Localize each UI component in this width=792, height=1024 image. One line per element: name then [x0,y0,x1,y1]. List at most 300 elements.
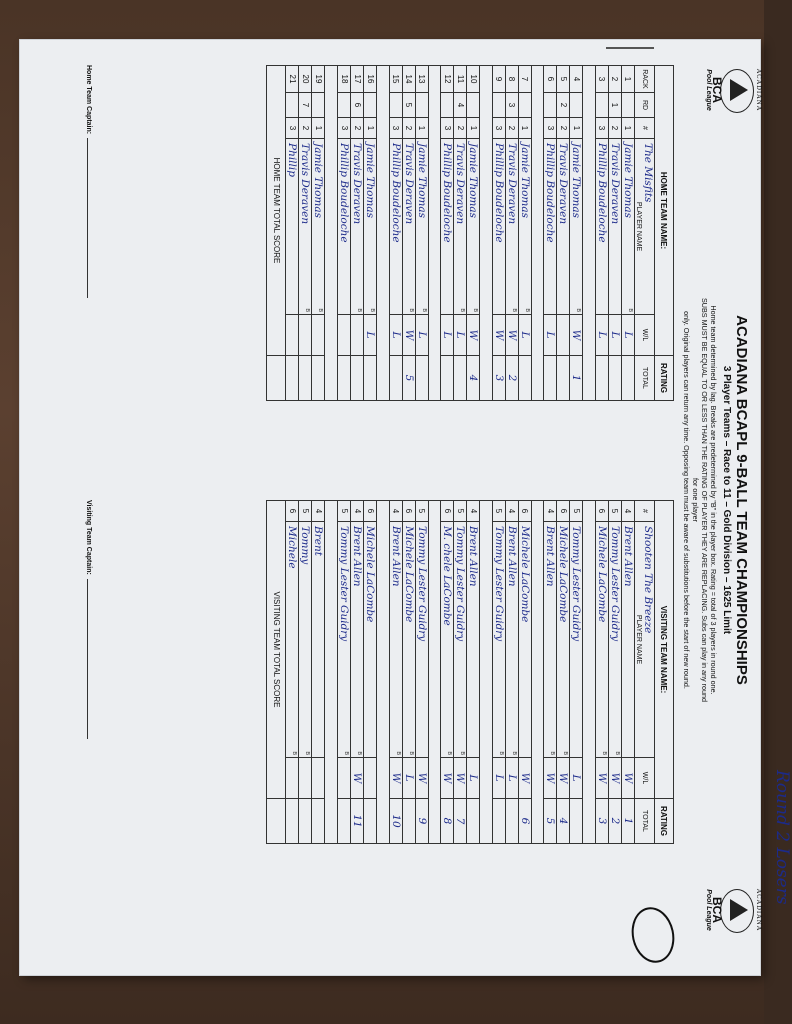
visiting-rows [286,501,635,844]
break-marker: B [523,308,530,312]
round-number: 1 [609,93,622,118]
break-marker: B [601,751,607,755]
win-loss-mark: W [622,758,635,799]
win-loss-mark: L [467,758,480,799]
table-row [454,501,467,844]
table-row [299,501,312,844]
round-number [441,93,454,118]
player-name-cell [402,522,415,758]
visiting-team-name-label: VISITING TEAM NAME: [655,501,674,799]
running-total: 5 [402,356,415,401]
visiting-team-name: Shooten The Breeze [642,526,654,634]
round-number [622,93,635,118]
running-total: 6 [518,799,531,844]
player-number: 1 [467,118,480,139]
player-name-cell [518,139,531,315]
player-number: 5 [454,501,467,522]
win-loss-mark: L [570,758,583,799]
player-name: M. chele LaCombe [441,526,454,626]
table-row [492,501,505,844]
rack-number: 19 [312,66,325,93]
player-name: Tommy Lester Guidry [454,526,467,642]
win-loss-mark: L [609,315,622,356]
table-row [299,66,312,401]
player-name: Travis Deraven [402,143,415,225]
running-total: 3 [492,356,505,401]
player-name: Phillip Boudeloche [596,143,608,243]
running-total [518,356,531,401]
player-name-cell [518,522,531,758]
player-number: 2 [351,118,364,139]
break-marker: B [459,308,466,312]
player-name: Phillip Boudeloche [441,143,454,243]
player-name: Travis Deraven [351,143,364,225]
player-number: 2 [299,118,312,139]
running-total [492,799,505,844]
player-name-cell [570,139,583,315]
win-loss-mark: W [351,758,364,799]
running-total [312,799,325,844]
table-row [544,66,557,401]
rack-number: 12 [441,66,454,93]
player-name: Phillip Boudeloche [492,143,505,243]
home-captain-line: Home Team Captain: [85,65,92,298]
player-name-cell [492,139,505,315]
table-row [351,66,364,401]
player-number: 3 [286,118,299,139]
win-loss-mark: L [544,315,557,356]
player-name: Jamie Thomas [415,143,428,219]
win-loss-mark: W [518,758,531,799]
player-name: Michele LaCombe [518,526,531,623]
win-loss-mark: L [454,315,467,356]
player-number: 6 [364,501,377,522]
break-marker: B [575,308,582,312]
home-team-name: The Misfits [642,143,654,203]
player-number: 1 [364,118,377,139]
running-total: 7 [454,799,467,844]
player-name-cell [402,139,415,315]
player-number: 6 [518,501,531,522]
player-name: Jamie Thomas [622,143,634,219]
running-total: 5 [544,799,557,844]
rack-number: 2 [609,66,622,93]
table-row [570,501,583,844]
rack-number: 18 [338,66,351,93]
break-marker: B [420,308,427,312]
player-name: Tommy Lester Guidry [338,526,351,642]
handwritten-round-note: Round 2 Losers [772,770,792,905]
win-loss-mark [351,315,364,356]
player-name: Jamie Thomas [570,143,583,219]
player-name: Phillip Boudeloche [338,143,351,243]
player-name-cell [351,522,364,758]
break-marker: B [304,308,311,312]
player-number: 1 [570,118,583,139]
player-name-cell [544,522,557,758]
rack-number: 7 [518,66,531,93]
visiting-captain-line: Visiting Team Captain: [85,500,92,739]
player-number: 6 [286,501,299,522]
round-number: 7 [299,93,312,118]
table-row [389,66,402,401]
home-team-table: HOME TEAM NAME: RATING RACK RD # The Misfits PLAYER NAME W/L TOTAL 1 1 Jamie Thomas B L 2 1 2 Travis Deraven L 3 3 Phillip Boudeloche L 4 1 Jamie Thomas B W 1 5 2 2 Travis Deraven 6 3 Phillip Boudeloche L 7 1 Jamie Thomas B L 8 3 2 Travis Deraven B W 2 9 3 Phillip Boudeloche W 3 10 1 Jamie Thomas B W 4 11 4 2 Travis Deraven B L 12 3 Phillip Boudeloche L 13 1 Jamie Thomas B L 14 5 2 Travis Deraven B W 5 15 3 Phillip Boudeloche L 16 1 Jamie Thomas B L 17 6 2 Travis Deraven B 18 3 Phillip Boudeloche 19 1 Jamie Thomas B 20 7 2 Travis Deraven B 21 3 Phillip HOME TEAM TOTAL SCORE [266,65,674,401]
player-name: Michele [286,526,299,569]
player-name: Brent Allen [622,526,634,587]
player-name-cell [467,522,480,758]
bca-logo-left: ACADIANA BCA Pool League [705,68,762,112]
player-name-cell [609,522,622,758]
rules-note: Home team determined by lag. Breaks are predetermined by "B" in the player box. Rating = total of 3 players in round one. SUBS MUST BE EQUAL TO OR LESS THAN THE RATING OF PLAYER THEY ARE REPLACING. Subs can play in any round for one player only. Original players can return any time. Opposing team must be aware of substitutions before the start of new round. [682,298,718,702]
running-total [299,799,312,844]
running-total [364,356,377,401]
player-name-cell [454,139,467,315]
player-name: Michele LaCombe [402,526,415,623]
player-name-cell [557,139,570,315]
round-number [492,93,505,118]
visiting-rating-label: RATING [655,799,674,844]
round-number: 4 [454,93,467,118]
round-number [544,93,557,118]
player-name: Michele LaCombe [557,526,570,623]
win-loss-mark: W [557,758,570,799]
player-number: 5 [415,501,428,522]
rack-number: 11 [454,66,467,93]
round-number: 2 [557,93,570,118]
win-loss-mark: L [518,315,531,356]
table-row [364,501,377,844]
break-marker: B [407,751,414,755]
table-row [286,66,299,401]
player-name: Michele LaCombe [596,526,608,623]
rack-number: 16 [364,66,377,93]
player-name-cell [467,139,480,315]
player-name-cell [364,522,377,758]
running-total [544,356,557,401]
rack-number: 1 [622,66,635,93]
table-row [364,66,377,401]
running-total [402,799,415,844]
win-loss-mark: W [467,315,480,356]
win-loss-mark: W [505,315,518,356]
rack-number: 9 [492,66,505,93]
table-row [415,66,428,401]
round-number [570,93,583,118]
player-name: Phillip [286,143,299,177]
pen-mark [606,47,654,49]
player-number: 3 [441,118,454,139]
break-marker: B [472,308,479,312]
player-number: 3 [596,118,609,139]
rack-number: 20 [299,66,312,93]
player-name-cell [286,522,299,758]
home-rating-label: RATING [655,356,674,401]
round-number [467,93,480,118]
win-loss-mark: W [454,758,467,799]
player-number: 3 [544,118,557,139]
table-row [622,66,635,401]
table-row [505,501,518,844]
player-number: 6 [557,501,570,522]
rack-number: 4 [570,66,583,93]
running-total: 4 [467,356,480,401]
running-total: 2 [505,356,518,401]
win-loss-mark: W [402,315,415,356]
player-number: 2 [609,118,622,139]
running-total [364,799,377,844]
player-name: Tommy Lester Guidry [609,526,621,642]
player-name: Travis Deraven [454,143,467,225]
table-row [505,66,518,401]
table-row [389,501,402,844]
player-name-cell [299,522,312,758]
win-loss-mark [299,315,312,356]
player-name-cell [609,139,622,315]
player-name-cell [415,522,428,758]
player-name-cell [596,139,609,315]
player-name: Brent Allen [389,526,402,587]
player-name-cell [389,522,402,758]
player-number: 4 [389,501,402,522]
player-name-cell [415,139,428,315]
running-total [596,356,609,401]
player-name-cell [312,522,325,758]
win-loss-mark: W [415,758,428,799]
running-total: 11 [351,799,364,844]
home-total-label: HOME TEAM TOTAL SCORE [267,66,286,356]
table-row [609,66,622,401]
player-number: 1 [415,118,428,139]
player-number: 3 [338,118,351,139]
running-total: 2 [609,799,622,844]
round-number [338,93,351,118]
player-name-cell [544,139,557,315]
visiting-total-label: VISITING TEAM TOTAL SCORE [267,501,286,799]
table-row [518,501,531,844]
player-number: 6 [402,501,415,522]
win-loss-mark: L [505,758,518,799]
running-total [286,356,299,401]
rack-number: 13 [415,66,428,93]
page-title: ACADIANA BCAPL 9-BALL TEAM CHAMPIONSHIPS [733,315,750,685]
home-team-name-label: HOME TEAM NAME: [655,66,674,356]
round-number [415,93,428,118]
player-number: 2 [454,118,467,139]
win-loss-mark [312,758,325,799]
break-marker: B [394,751,401,755]
table-row [467,501,480,844]
player-number: 2 [402,118,415,139]
home-total-score [267,356,286,401]
player-name: Tommy [299,526,312,565]
player-number: 1 [518,118,531,139]
table-row [596,66,609,401]
win-loss-mark: L [596,315,609,356]
player-number: 4 [351,501,364,522]
running-total [557,356,570,401]
win-loss-mark: L [492,758,505,799]
rack-number: 21 [286,66,299,93]
table-row [402,501,415,844]
player-name-cell [312,139,325,315]
player-number: 5 [338,501,351,522]
player-name-cell [299,139,312,315]
player-number: 4 [312,501,325,522]
round-number [286,93,299,118]
visiting-team-table: VISITING TEAM NAME: RATING # Shooten The Breeze PLAYER NAME W/L TOTAL 4 Brent Allen W 1 5 Tommy Lester Guidry B W 2 6 Michele LaCombe B W 3 5 Tommy Lester Guidry L 6 Michele LaCombe B W 4 4 Brent Allen B W 5 6 Michele LaCombe W 6 4 Brent Allen B L 5 Tommy Lester Guidry B L 4 Brent Allen L 5 Tommy Lester Guidry B W 7 6 M. chele LaCombe B W 8 5 Tommy Lester Guidry W 9 6 Michele LaCombe B L 4 Brent Allen B W 10 6 Michele LaCombe 4 Brent Allen B W 11 5 Tommy Lester Guidry B 4 Brent 5 Tommy B 6 Michele B VISITING TEAM TOTAL SCORE [266,500,674,844]
win-loss-mark [364,758,377,799]
break-marker: B [291,751,298,755]
rack-number: 15 [389,66,402,93]
running-total: 1 [622,799,635,844]
win-loss-mark [286,315,299,356]
player-number: 5 [299,501,312,522]
rack-number: 5 [557,66,570,93]
bca-logo-right: ACADIANA BCA Pool League [705,888,762,932]
table-row [557,66,570,401]
break-marker: B [356,308,363,312]
player-number: 3 [492,118,505,139]
win-loss-mark: L [622,315,635,356]
player-number: 1 [622,118,635,139]
round-number [518,93,531,118]
running-total [389,356,402,401]
win-loss-mark: L [441,315,454,356]
player-name: Michele LaCombe [364,526,377,623]
break-marker: B [497,751,504,755]
break-marker: B [317,308,324,312]
player-name: Tommy Lester Guidry [570,526,583,642]
player-number: 1 [312,118,325,139]
round-number [312,93,325,118]
round-number: 3 [505,93,518,118]
break-marker: B [627,308,633,312]
player-name: Brent Allen [467,526,480,587]
table-row [622,501,635,844]
break-marker: B [549,751,556,755]
table-row [570,66,583,401]
player-name: Jamie Thomas [364,143,377,219]
table-row [492,66,505,401]
table-row [351,501,364,844]
break-marker: B [446,751,453,755]
player-name: Jamie Thomas [518,143,531,219]
player-name: Brent Allen [505,526,518,587]
player-name: Travis Deraven [505,143,518,225]
win-loss-mark: W [570,315,583,356]
break-marker: B [356,751,363,755]
win-loss-mark [338,758,351,799]
running-total [415,356,428,401]
running-total [622,356,635,401]
win-loss-mark: L [364,315,377,356]
break-marker: B [562,751,569,755]
table-row [312,66,325,401]
round-number [596,93,609,118]
win-loss-mark: W [389,758,402,799]
table-row [596,501,609,844]
break-marker: B [304,751,311,755]
player-number: 4 [622,501,635,522]
running-total [351,356,364,401]
break-marker: B [407,308,414,312]
win-loss-mark: W [544,758,557,799]
player-number: 2 [557,118,570,139]
running-total: 4 [557,799,570,844]
win-loss-mark: L [402,758,415,799]
win-loss-mark [299,758,312,799]
running-total [338,799,351,844]
player-name-cell [570,522,583,758]
table-row [338,501,351,844]
running-total [312,356,325,401]
running-total [467,799,480,844]
player-number: 6 [441,501,454,522]
player-number: 5 [492,501,505,522]
player-name-cell [441,139,454,315]
running-total [505,799,518,844]
break-marker: B [510,308,517,312]
running-total [299,356,312,401]
table-row [312,501,325,844]
player-name-cell [389,139,402,315]
player-number: 4 [544,501,557,522]
player-number: 2 [505,118,518,139]
running-total [286,799,299,844]
rack-number: 17 [351,66,364,93]
win-loss-mark [557,315,570,356]
table-row [415,501,428,844]
rack-number: 6 [544,66,557,93]
table-row [338,66,351,401]
rack-number: 8 [505,66,518,93]
player-name-cell [622,522,635,758]
running-total: 8 [441,799,454,844]
player-name: Travis Deraven [557,143,570,225]
break-marker: B [369,308,376,312]
win-loss-mark: W [492,315,505,356]
running-total [454,356,467,401]
table-row [467,66,480,401]
player-name: Tommy Lester Guidry [415,526,428,642]
table-row [557,501,570,844]
running-total: 1 [570,356,583,401]
player-name: Tommy Lester Guidry [492,526,505,642]
break-marker: B [343,751,350,755]
table-row [609,501,622,844]
win-loss-mark [286,758,299,799]
player-name: Brent Allen [544,526,557,587]
player-name-cell [364,139,377,315]
running-total [338,356,351,401]
visiting-total-score [267,799,286,844]
table-row [441,501,454,844]
player-number: 4 [505,501,518,522]
player-number: 6 [596,501,609,522]
player-name-cell [557,522,570,758]
player-number: 5 [570,501,583,522]
win-loss-mark: W [596,758,609,799]
table-row [441,66,454,401]
player-name: Brent [312,526,325,556]
table-row [454,66,467,401]
player-name-cell [492,522,505,758]
running-total [570,799,583,844]
player-number: 3 [389,118,402,139]
player-name: Travis Deraven [609,143,621,225]
rack-number: 3 [596,66,609,93]
win-loss-mark: W [441,758,454,799]
